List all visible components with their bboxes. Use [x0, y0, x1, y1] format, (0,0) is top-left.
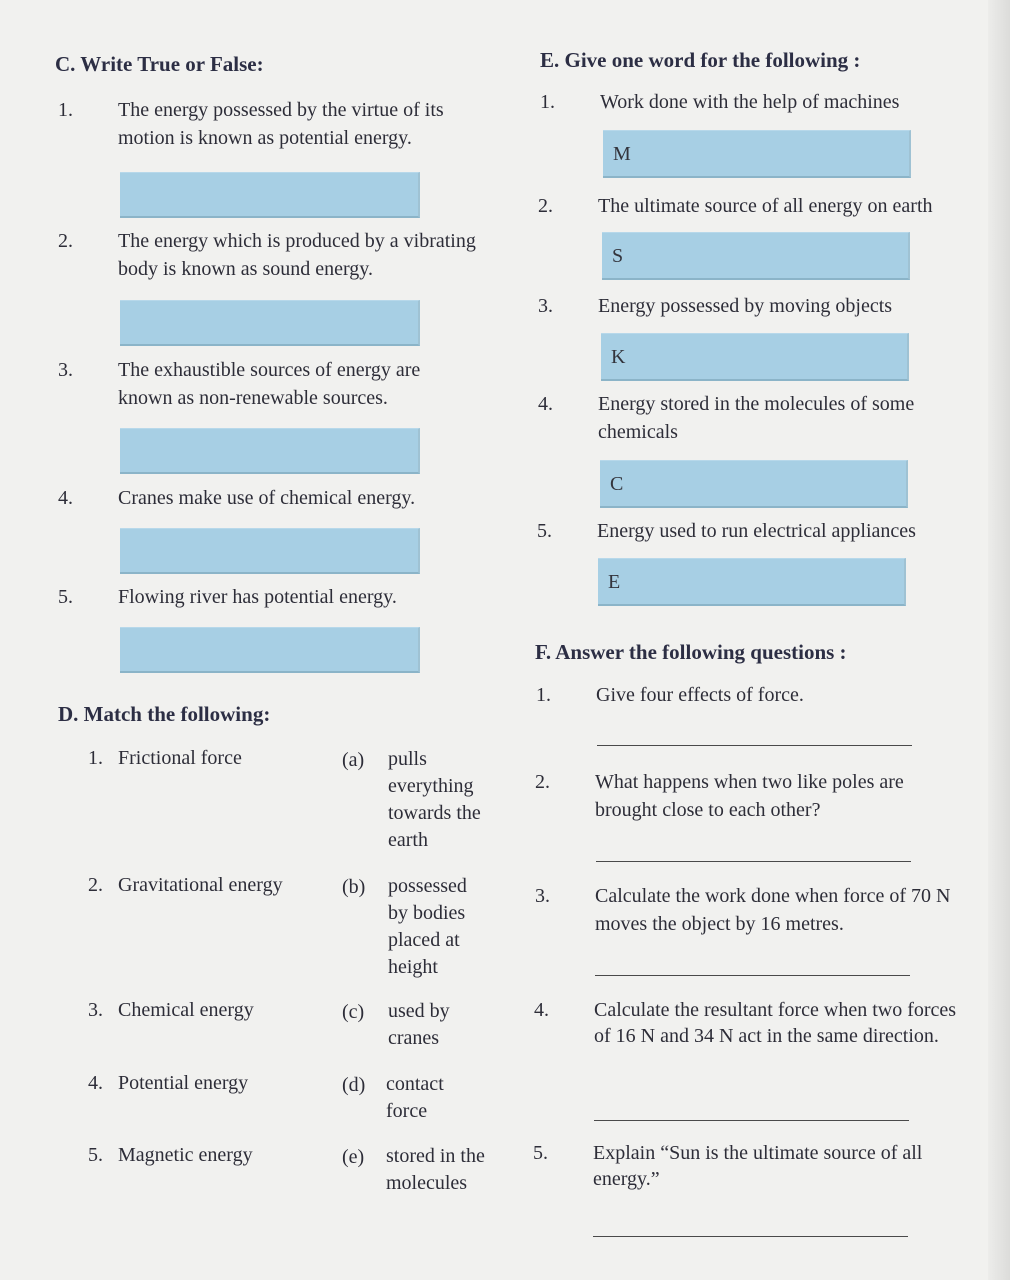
tf-answer-box-3[interactable]	[120, 428, 420, 474]
match-left-item-4: 4. Potential energy	[88, 1072, 249, 1094]
answer-line-3[interactable]	[595, 975, 910, 976]
match-right-text-d: contact force	[386, 1073, 444, 1122]
match-right-text-e: stored in the molecules	[386, 1145, 485, 1194]
section-e-heading: E. Give one word for the following :	[540, 48, 861, 72]
one-word-answer-box-1[interactable]	[603, 130, 911, 178]
match-right-text-a: pulls everything towards the earth	[388, 748, 481, 851]
section-d-heading: D. Match the following:	[58, 702, 271, 726]
tf-question-4: 4. Cranes make use of chemical energy.	[58, 487, 416, 509]
match-left-item-2: 2. Gravitational energy	[88, 874, 283, 896]
answer-question-1: 1. Give four effects of force.	[536, 684, 804, 706]
match-right-label-e: (e)	[342, 1146, 365, 1168]
answer-line-5[interactable]	[593, 1236, 908, 1237]
answer-question-3: 3. Calculate the work done when force of 70 N moves the object by 16 metres.	[535, 885, 951, 935]
section-f-heading: F. Answer the following questions :	[535, 640, 847, 664]
match-left-item-1: 1. Frictional force	[88, 747, 242, 769]
one-word-question-3: 3. Energy possessed by moving objects	[538, 295, 893, 317]
one-word-answer-box-3[interactable]	[601, 333, 909, 381]
tf-question-3: 3. The exhaustible sources of energy are known as non-renewable sources.	[58, 359, 421, 409]
one-word-answer-box-4[interactable]	[600, 460, 908, 508]
answer-line-1[interactable]	[597, 745, 912, 746]
tf-answer-box-1[interactable]	[120, 172, 420, 218]
tf-answer-box-4[interactable]	[120, 528, 420, 574]
match-right-label-a: (a)	[342, 749, 365, 771]
answer-hint-letter: E	[608, 571, 621, 593]
tf-answer-box-2[interactable]	[120, 300, 420, 346]
one-word-question-4: 4. Energy stored in the molecules of some chemicals	[538, 393, 915, 443]
answer-line-4[interactable]	[594, 1120, 909, 1121]
answer-question-2: 2. What happens when two like poles are brought close to each other?	[535, 771, 904, 821]
match-right-label-b: (b)	[342, 876, 366, 898]
answer-hint-letter: M	[613, 143, 631, 165]
answer-question-4: 4. Calculate the resultant force when two forces of 16 N and 34 N act in the same direction.	[534, 999, 957, 1047]
tf-question-2: 2. The energy which is produced by a vibrating body is known as sound energy.	[58, 230, 476, 280]
answer-hint-letter: K	[611, 346, 626, 368]
match-left-item-5: 5. Magnetic energy	[88, 1144, 253, 1166]
one-word-answer-box-5[interactable]	[598, 558, 906, 606]
match-right-text-b: possessed by bodies placed at height	[388, 875, 467, 978]
answer-question-5: 5. Explain “Sun is the ultimate source of all energy.”	[533, 1142, 923, 1190]
one-word-question-5: 5. Energy used to run electrical appliances	[537, 520, 916, 542]
one-word-answer-box-2[interactable]	[602, 232, 910, 280]
match-right-label-d: (d)	[342, 1074, 366, 1096]
tf-question-1: 1. The energy possessed by the virtue of its motion is known as potential energy.	[58, 99, 444, 149]
page-edge	[988, 0, 1010, 1280]
tf-answer-box-5[interactable]	[120, 627, 420, 673]
match-left-item-3: 3. Chemical energy	[88, 999, 254, 1021]
one-word-question-1: 1. Work done with the help of machines	[540, 91, 900, 113]
answer-hint-letter: S	[612, 245, 624, 267]
one-word-question-2: 2. The ultimate source of all energy on earth	[538, 195, 933, 217]
answer-hint-letter: C	[610, 473, 624, 495]
match-right-text-c: used by cranes	[388, 1000, 450, 1049]
tf-question-5: 5. Flowing river has potential energy.	[58, 586, 397, 608]
match-right-label-c: (c)	[342, 1001, 365, 1023]
section-c-heading: C. Write True or False:	[55, 52, 264, 76]
answer-line-2[interactable]	[596, 861, 911, 862]
